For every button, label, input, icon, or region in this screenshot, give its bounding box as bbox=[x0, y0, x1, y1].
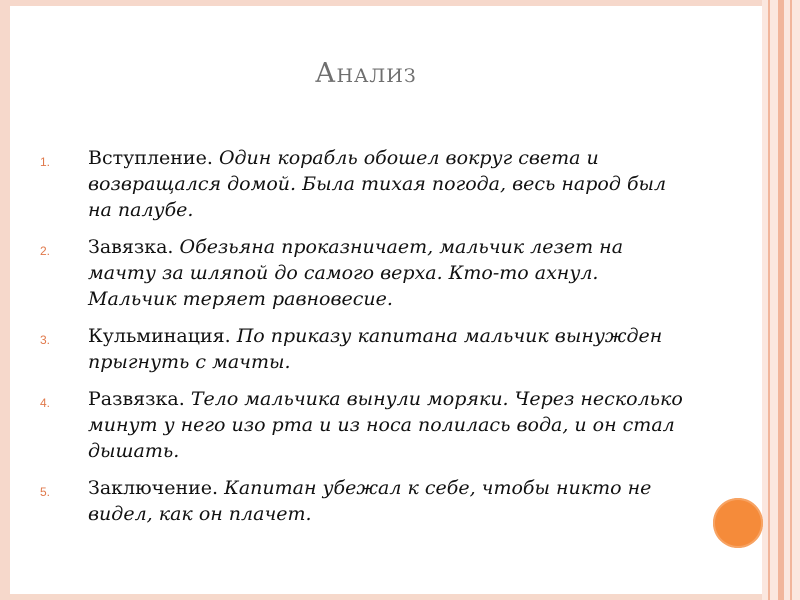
list-item bbox=[40, 386, 690, 464]
list-number: 5. bbox=[40, 485, 51, 499]
frame-right-stripes bbox=[762, 0, 800, 600]
item-text: Один корабль обошел вокруг света и возвращался домой. Была тихая погода, весь народ был на палубе. bbox=[88, 147, 667, 221]
item-text: Обезьяна проказничает, мальчик лезет на мачту за шляпой до самого верха. Кто-то ахнул. Мальчик теряет равновесие. bbox=[88, 236, 624, 310]
list-item bbox=[40, 234, 690, 312]
list-number: 1. bbox=[40, 155, 51, 169]
item-label: Кульминация. bbox=[88, 325, 231, 347]
stripe bbox=[790, 0, 792, 600]
item-label: Завязка. bbox=[88, 236, 174, 258]
orange-circle-decoration bbox=[713, 498, 763, 548]
item-label: Развязка. bbox=[88, 388, 185, 410]
list-item bbox=[40, 323, 690, 375]
analysis-list bbox=[40, 145, 690, 538]
item-label: Заключение. bbox=[88, 477, 219, 499]
frame-bottom-border bbox=[0, 594, 800, 600]
item-text: Тело мальчика вынули моряки. Через несколько минут у него изо рта и из носа полилась вода, и он стал дышать. bbox=[88, 388, 683, 462]
item-text: Капитан убежал к себе, чтобы никто не видел, как он плачет. bbox=[88, 477, 652, 525]
list-item bbox=[40, 145, 690, 223]
frame-left-border bbox=[0, 0, 10, 600]
list-number: 3. bbox=[40, 333, 51, 347]
item-text: По приказу капитана мальчик вынужден прыгнуть с мачты. bbox=[88, 325, 663, 373]
slide-title: Анализ bbox=[315, 58, 417, 89]
list-number: 4. bbox=[40, 396, 51, 410]
stripe bbox=[778, 0, 784, 600]
stripe bbox=[768, 0, 770, 600]
frame-top-border bbox=[0, 0, 800, 6]
list-number: 2. bbox=[40, 244, 51, 258]
list-item bbox=[40, 475, 690, 527]
item-label: Вступление. bbox=[88, 147, 213, 169]
